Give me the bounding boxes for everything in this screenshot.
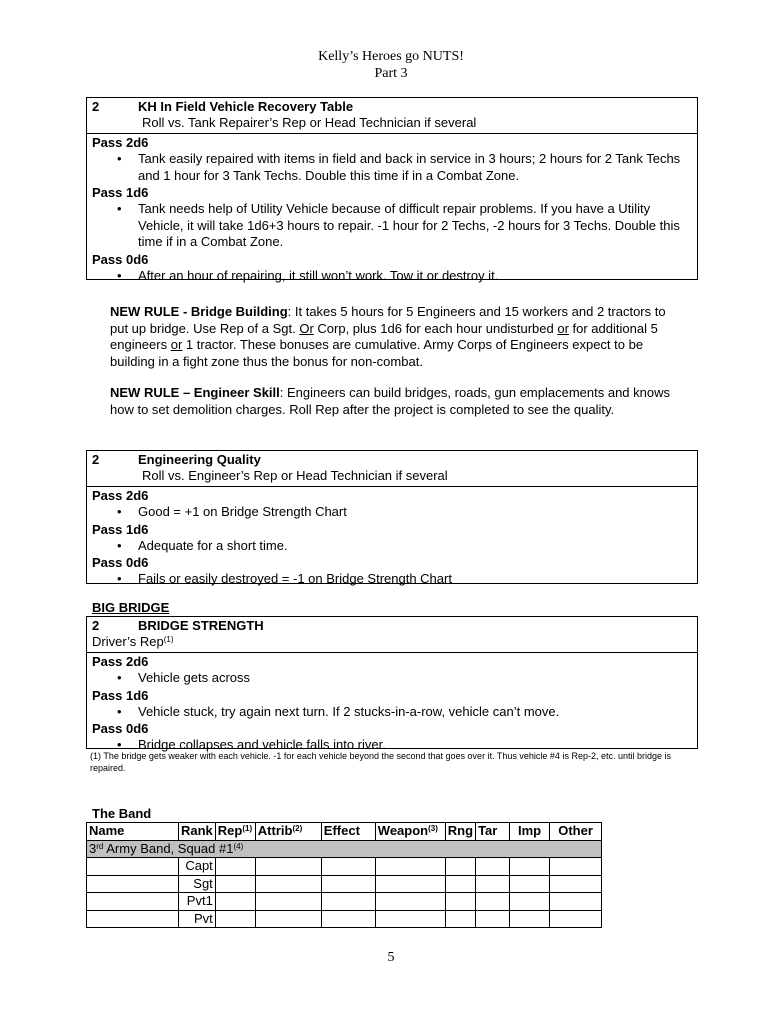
rank-cell: Sgt (179, 875, 216, 893)
table-body (87, 134, 697, 285)
rule-emphasis: or (557, 320, 569, 336)
rule-emphasis: Or (299, 320, 314, 336)
table-subtitle: Roll vs. Engineer’s Rep or Head Technician if several (142, 468, 448, 483)
rank-cell: Pvt1 (179, 893, 216, 911)
table-title: BRIDGE STRENGTH (138, 618, 264, 633)
table-title: KH In Field Vehicle Recovery Table (138, 99, 354, 114)
table-number: 2 (92, 99, 100, 114)
rule-text: 1 tractor. These bonuses are cumulative. Army Corps of Engineers expect to be building in a fight zone thus the bonus for non-combat. (110, 337, 644, 369)
pass-label: Pass 0d6 (92, 555, 149, 570)
column-header: Rep$^{(1)}$ (215, 823, 255, 841)
result-text: • Vehicle stuck, try again next turn. If 2 stucks-in-a-row, vehicle can’t move. (92, 704, 692, 721)
page-header (0, 48, 782, 82)
result-text: • Adequate for a short time. (92, 538, 692, 555)
column-header: Rank (179, 823, 216, 841)
page-number: 5 (387, 950, 395, 965)
rule-label: NEW RULE – Engineer Skill (110, 385, 280, 400)
column-header: Attrib$^{(2)}$ (255, 823, 321, 841)
rule-text: : It takes 5 hours for 5 Engineers and 15 workers and 2 tractors to put up bridge. Use Rep of a Sgt. (110, 304, 666, 336)
column-header: Name (87, 823, 179, 841)
pass-label: Pass 1d6 (92, 185, 149, 200)
footnote-marker: (1) (163, 635, 174, 644)
engineer-skill-rule (110, 385, 680, 418)
table-title: Engineering Quality (138, 452, 261, 467)
table-header (87, 617, 697, 653)
pass-label: Pass 0d6 (92, 251, 149, 267)
band-title: The Band (92, 806, 152, 821)
squad-label: 3rd Army Band, Squad #1$^{(4)}$ (87, 840, 602, 858)
band-roster-table (86, 822, 602, 928)
rank-cell: Capt (179, 858, 216, 876)
result-text: • Bridge collapses and vehicle falls into river. (92, 737, 692, 754)
rule-text: for additional 5 engineers (110, 320, 658, 352)
result-text: • Fails or easily destroyed = -1 on Bridge Strength Chart (92, 571, 692, 588)
document-part: Part 3 (374, 66, 408, 81)
column-header: Other (550, 823, 602, 841)
subtitle-text: Driver’s Rep (92, 634, 164, 649)
pass-label: Pass 2d6 (92, 654, 149, 669)
document-title: Kelly’s Heroes go NUTS! (318, 49, 464, 64)
rule-text: Corp, plus 1d6 for each hour undisturbed (313, 320, 558, 336)
bridge-strength-table (86, 616, 698, 752)
table-subtitle (92, 634, 692, 650)
column-header: Tar (476, 823, 510, 841)
pass-label: Pass 0d6 (92, 721, 149, 736)
table-subtitle: Roll vs. Tank Repairer’s Rep or Head Technician if several (142, 115, 477, 130)
table-row (87, 858, 602, 876)
rule-text: : Engineers can build bridges, roads, gun emplacements and knows how to set demolition charges. Roll Rep after the project is completed to see the quality. (110, 385, 670, 417)
pass-label: Pass 2d6 (92, 488, 149, 503)
result-text: • Tank needs help of Utility Vehicle because of difficult repair problems. If you have a Utility Vehicle, it will take 1d6+3 hours to repair. -1 hour for 2 Techs, -2 hours for 3 Techs. Double this time if in a Combat Zone. (92, 201, 692, 251)
table-row (87, 910, 602, 928)
result-text: • Good = +1 on Bridge Strength Chart (92, 504, 692, 521)
squad-row (87, 840, 602, 858)
column-header: Effect (321, 823, 375, 841)
big-bridge-heading: BIG BRIDGE (92, 600, 170, 615)
vehicle-recovery-table (86, 97, 698, 283)
table-number: 2 (92, 618, 100, 633)
engineering-quality-table (86, 450, 698, 584)
bridge-footnote: (1) The bridge gets weaker with each vehicle. -1 for each vehicle beyond the second that goes over it. Thus vehicle #4 is Rep-2, etc. until bridge is repaired. (90, 751, 671, 773)
pass-label: Pass 1d6 (92, 521, 149, 537)
pass-label: Pass 1d6 (92, 687, 149, 703)
table-body (87, 487, 697, 589)
rule-label: NEW RULE - Bridge Building (110, 304, 288, 319)
result-text: • After an hour of repairing, it still won’t work. Tow it or destroy it. (92, 268, 692, 285)
table-number: 2 (92, 452, 100, 467)
result-text: • Tank easily repaired with items in field and back in service in 3 hours; 2 hours for 2 Tank Techs and 1 hour for 3 Tank Techs. Double this time if in a Combat Zone. (92, 151, 692, 184)
column-header: Rng (445, 823, 475, 841)
table-row (87, 875, 602, 893)
pass-label: Pass 2d6 (92, 135, 149, 150)
table-header (87, 451, 697, 487)
rule-emphasis: or (170, 337, 183, 352)
table-header (87, 98, 697, 134)
bridge-building-rule (110, 304, 680, 370)
table-body (87, 653, 697, 755)
table-header-row (87, 823, 602, 841)
rank-cell: Pvt (179, 910, 216, 928)
column-header: Weapon$^{(3)}$ (375, 823, 445, 841)
result-text: • Vehicle gets across (92, 670, 692, 687)
table-row (87, 893, 602, 911)
column-header: Imp (510, 823, 550, 841)
